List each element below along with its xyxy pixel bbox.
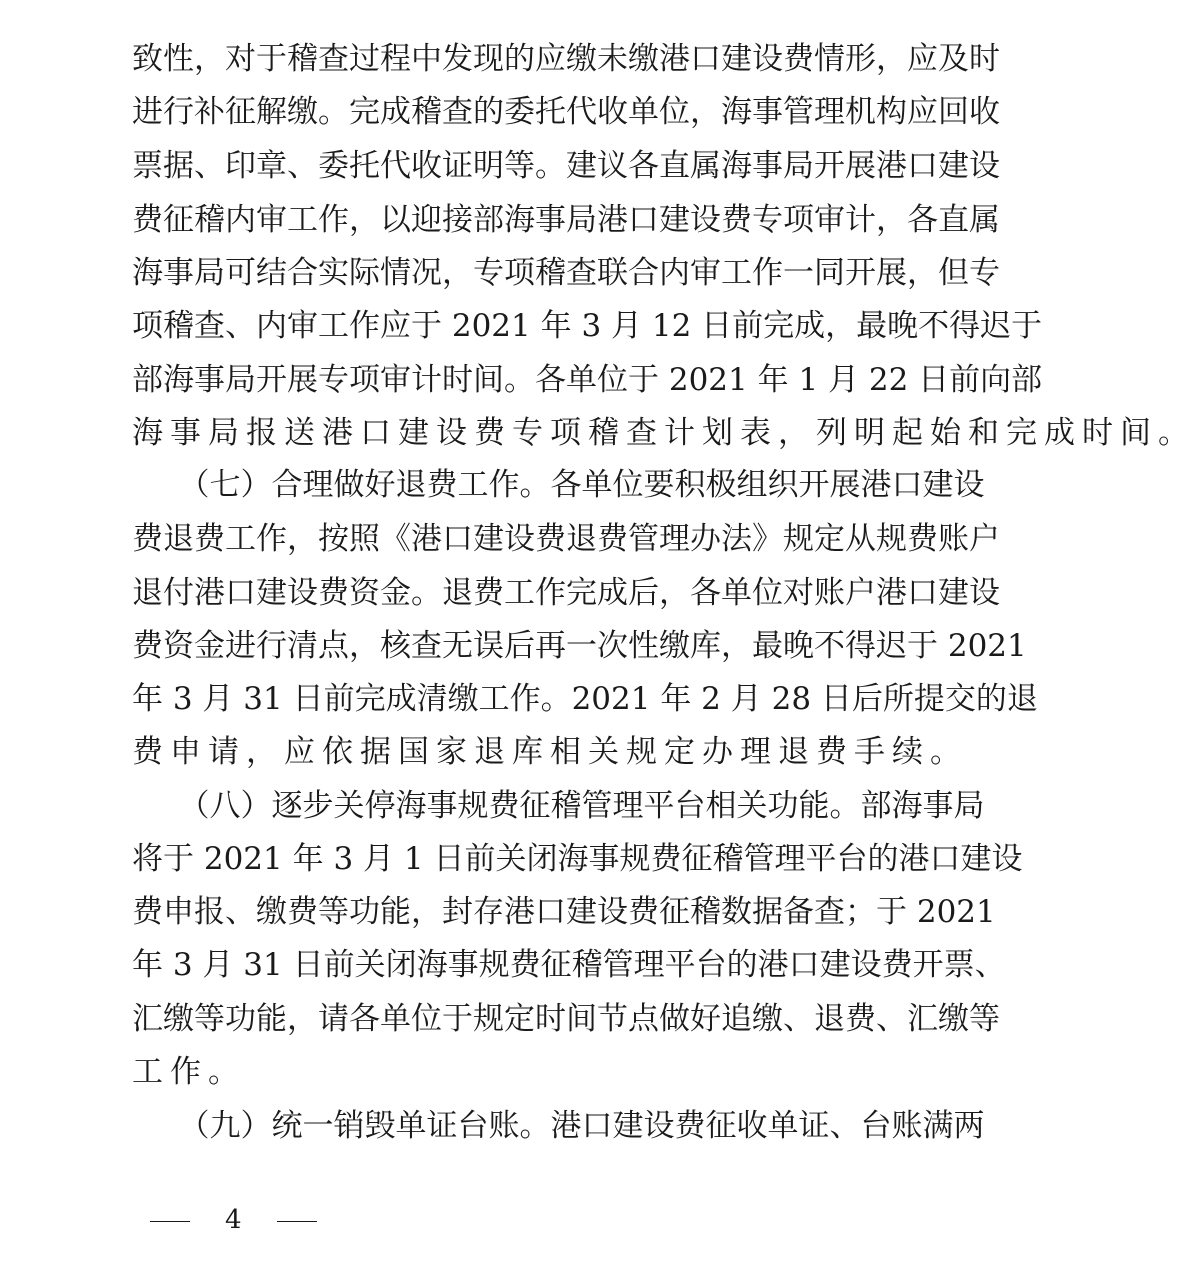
text-line: （九）统一销毁单证台账。港口建设费征收单证、台账满两 [132,1108,985,1144]
text-line: 年 3 月 31 日前完成清缴工作。2021 年 2 月 28 日后所提交的退 [132,681,1038,717]
text-line: 部海事局开展专项审计时间。各单位于 2021 年 1 月 22 日前向部 [132,362,1043,398]
text-line: （七）合理做好退费工作。各单位要积极组织开展港口建设 [132,467,985,503]
footer-dash-left [150,1221,190,1222]
text-line: 项稽查、内审工作应于 2021 年 3 月 12 日前完成，最晚不得迟于 [132,308,1043,344]
text-line: 费资金进行清点，核查无误后再一次性缴库，最晚不得迟于 2021 [132,628,1027,664]
text-line: 海事局可结合实际情况，专项稽查联合内审工作一同开展，但专 [132,255,1000,291]
text-line: 汇缴等功能，请各单位于规定时间节点做好追缴、退费、汇缴等 [132,1001,1000,1037]
text-line: 费退费工作，按照《港口建设费退费管理办法》规定从规费账户 [132,521,1000,557]
text-line: 海事局报送港口建设费专项稽查计划表，列明起始和完成时间。 [132,415,1196,451]
text-line: 年 3 月 31 日前关闭海事规费征稽管理平台的港口建设费开票、 [132,947,1006,983]
text-line: 工作。 [132,1054,246,1090]
text-line: （八）逐步关停海事规费征稽管理平台相关功能。部海事局 [132,788,985,824]
text-line: 将于 2021 年 3 月 1 日前关闭海事规费征稽管理平台的港口建设 [132,841,1023,877]
page-footer [150,1200,317,1240]
text-line: 进行补征解缴。完成稽查的委托代收单位，海事管理机构应回收 [132,94,1000,130]
text-line: 费征稽内审工作，以迎接部海事局港口建设费专项审计，各直属 [132,202,1000,238]
text-line: 退付港口建设费资金。退费工作完成后，各单位对账户港口建设 [132,575,1000,611]
page-number: 4 [224,1205,242,1235]
text-line: 致性，对于稽查过程中发现的应缴未缴港口建设费情形，应及时 [132,41,1000,77]
footer-dash-right [277,1221,317,1222]
text-line: 费申请，应依据国家退库相关规定办理退费手续。 [132,734,968,770]
text-line: 费申报、缴费等功能，封存港口建设费征稽数据备查；于 2021 [132,894,996,930]
text-line: 票据、印章、委托代收证明等。建议各直属海事局开展港口建设 [132,148,1000,184]
